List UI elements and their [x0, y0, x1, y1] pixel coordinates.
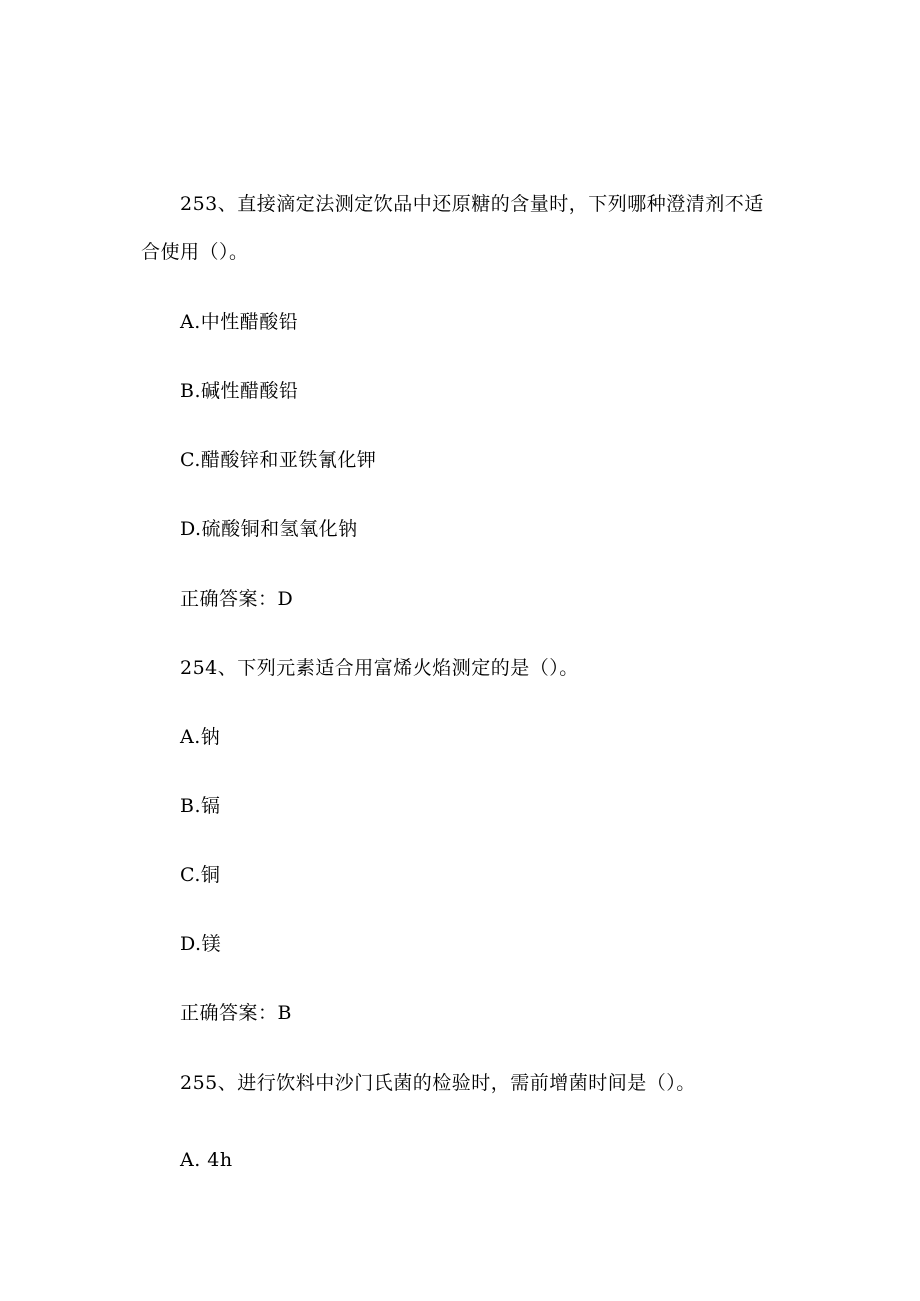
- question-253-option-c: C.醋酸锌和亚铁氰化钾: [180, 449, 377, 471]
- question-254-option-d: D.镁: [180, 933, 222, 955]
- question-255-stem: 255、进行饮料中沙门氏菌的检验时，需前增菌时间是（）。: [180, 1072, 696, 1094]
- question-253-option-d: D.硫酸铜和氢氧化钠: [180, 518, 358, 540]
- question-253-stem-continued: 合使用（）。: [141, 241, 249, 263]
- question-255-option-a: A. 4h: [180, 1149, 233, 1171]
- question-254-option-c: C.铜: [180, 864, 221, 886]
- question-253-option-b: B.碱性醋酸铅: [180, 380, 299, 402]
- question-253-option-a: A.中性醋酸铅: [180, 311, 299, 333]
- question-254-option-b: B.镉: [180, 795, 221, 817]
- question-254-option-a: A.钠: [180, 726, 221, 748]
- question-253-stem: 253、直接滴定法测定饮品中还原糖的含量时，下列哪种澄清剂不适: [180, 193, 764, 215]
- question-254-answer: 正确答案：B: [180, 1002, 292, 1024]
- question-253-answer: 正确答案：D: [180, 588, 294, 610]
- question-254-stem: 254、下列元素适合用富烯火焰测定的是（）。: [180, 657, 579, 679]
